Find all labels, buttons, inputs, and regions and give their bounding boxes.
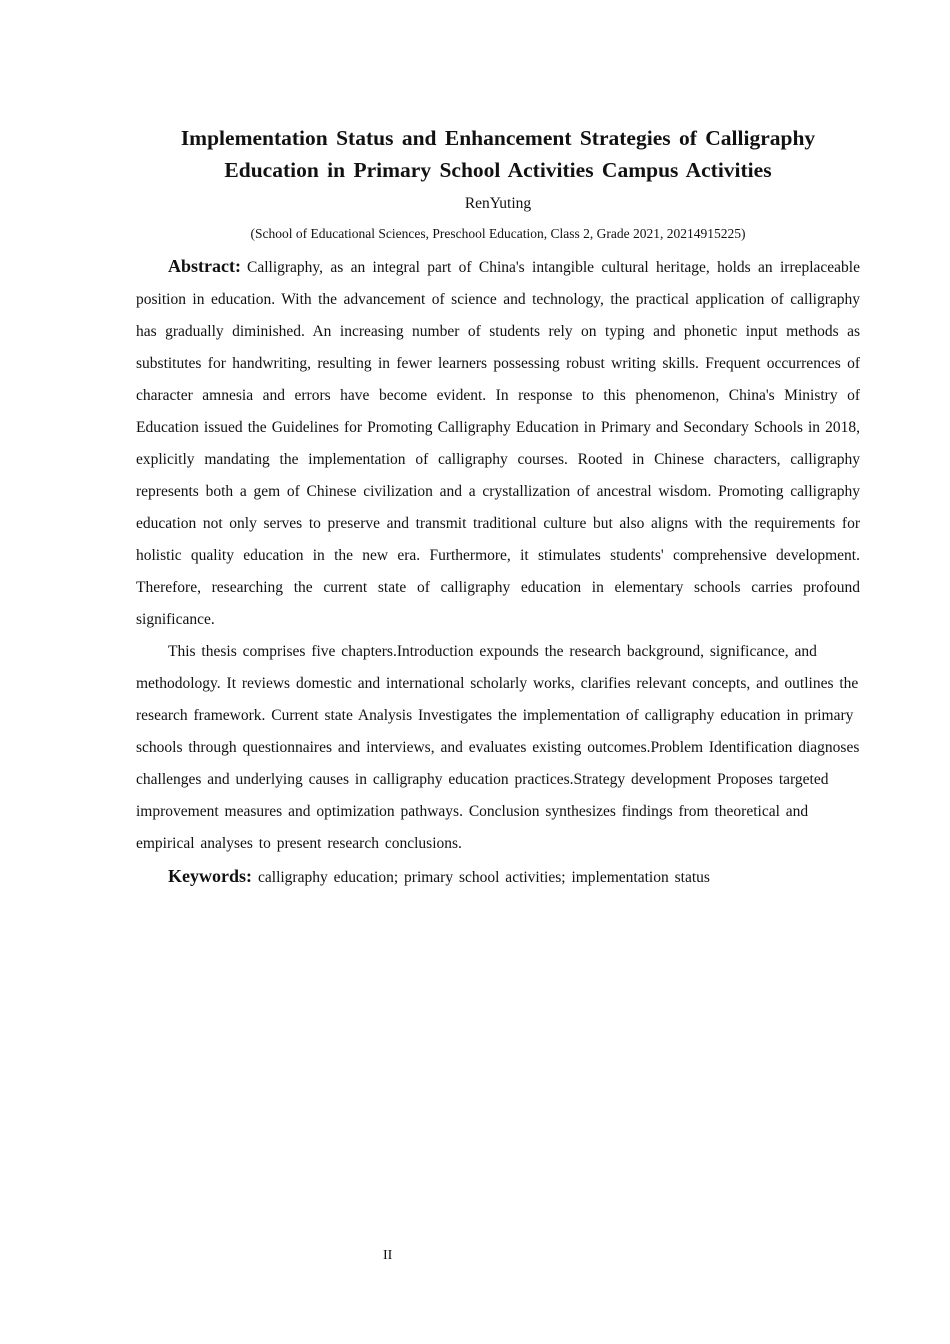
abstract-label: Abstract: (168, 256, 241, 276)
paper-title: Implementation Status and Enhancement Strategies of Calligraphy Education in Primary School Activities Campus Activities (180, 126, 816, 182)
author-affiliation: (School of Educational Sciences, Preschool Education, Class 2, Grade 2021, 20214915225) (250, 226, 746, 241)
keywords-label: Keywords: (168, 866, 252, 886)
page-number: II (383, 1248, 393, 1263)
thesis-overview-paragraph: This thesis comprises five chapters.Introduction expounds the research background, significance, and methodology. It reviews domestic and international scholarly works, clarifies relevant concepts, and outlines the research framework. Current state Analysis Investigates the implementation of calligraphy education in primary schools through questionnaires and interviews, and evaluates existing outcomes.Problem Identification diagnoses challenges and underlying causes in calligraphy education practices.Strategy development Proposes targeted improvement measures and optimization pathways. Conclusion synthesizes findings from theoretical and empirical analyses to present research conclusions. (136, 643, 860, 852)
author-name: RenYuting (464, 195, 532, 212)
abstract-paragraph (136, 250, 860, 636)
abstract-text: Calligraphy, as an integral part of China's intangible cultural heritage, holds an irreplaceable position in education. With the advancement of science and technology, the practical application of calligraphy has gradually diminished. An increasing number of students rely on typing and phonetic input methods as substitutes for handwriting, resulting in fewer learners possessing robust writing skills. Frequent occurrences of character amnesia and errors have become evident. In response to this phenomenon, China's Ministry of Education issued the Guidelines for Promoting Calligraphy Education in Primary and Secondary Schools in 2018, explicitly mandating the implementation of calligraphy courses. Rooted in Chinese characters, calligraphy represents both a gem of Chinese civilization and a crystallization of ancestral wisdom. Promoting calligraphy education not only serves to preserve and transmit traditional culture but also aligns with the requirements for holistic quality education in the new era. Furthermore, it stimulates students' comprehensive development. Therefore, researching the current state of calligraphy education in elementary schools carries profound significance. (136, 259, 860, 628)
keywords-text: calligraphy education; primary school activities; implementation status (258, 869, 710, 886)
keywords-line (136, 860, 860, 894)
paper-page (136, 122, 860, 894)
